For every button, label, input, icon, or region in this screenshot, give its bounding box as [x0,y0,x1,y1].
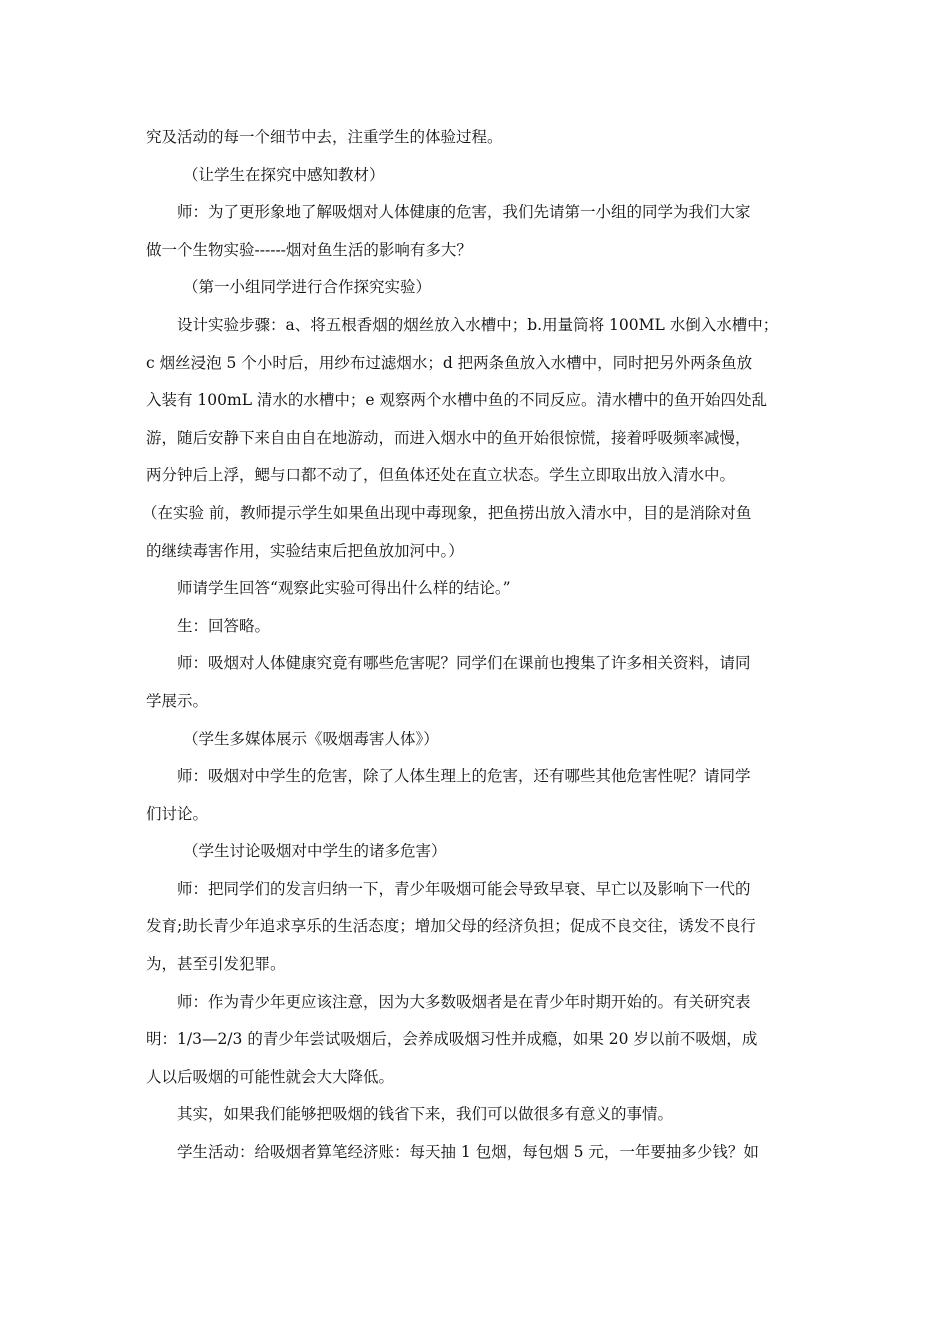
text-line: 为，甚至引发犯罪。 [146,955,286,974]
text-line: 做一个生物实验------烟对鱼生活的影响有多大？ [146,240,472,259]
text-line: （第一小组同学进行合作探究实验） [183,278,432,297]
text-line: 究及活动的每一个细节中去，注重学生的体验过程。 [146,128,503,146]
text-line: 学展示。 [146,691,209,710]
text-line: c 烟丝浸泡 5 个小时后，用纱布过滤烟水；d 把两条鱼放入水槽中，同时把另外两条鱼放 [146,353,753,372]
document-body [142,119,806,1172]
text-line: 人以后吸烟的可能性就会大大降低。 [146,1067,395,1086]
text-line: 设计实验步骤：a、将五根香烟的烟丝放入水槽中；b.用量筒将 100ML 水倒入水槽中； [177,315,779,334]
text-line: 明：1/3—2/3 的青少年尝试吸烟后，会养成吸烟习性并成瘾，如果 20 岁以前不吸烟，成 [146,1030,758,1049]
text-line: 师请学生回答“观察此实验可得出什么样的结论。” [177,579,511,598]
text-line: 学生活动：给吸烟者算笔经济账：每天抽 1 包烟，每包烟 5 元，一年要抽多少钱？如 [177,1143,759,1162]
text-line: （让学生在探究中感知教材） [183,165,385,184]
text-line: 入装有 100mL 清水的水槽中；e 观察两个水槽中鱼的不同反应。清水槽中的鱼开始四处乱 [146,391,768,410]
text-line: 两分钟后上浮，鳃与口都不动了，但鱼体还处在直立状态。学生立即取出放入清水中。 [146,466,736,485]
text-line: （学生讨论吸烟对中学生的诸多危害） [183,842,447,861]
text-line: （学生多媒体展示《吸烟毒害人体》） [183,729,439,748]
text-line: 师：把同学们的发言归纳一下，青少年吸烟可能会导致早衰、早亡以及影响下一代的 [177,879,751,898]
text-line: 发育;助长青少年追求享乐的生活态度；增加父母的经济负担；促成不良交往，诱发不良行 [146,917,756,936]
text-line: 生：回答略。 [177,616,271,635]
text-line: 师：作为青少年更应该注意，因为大多数吸烟者是在青少年时期开始的。有关研究表 [177,992,751,1011]
text-line: 们讨论。 [146,804,209,823]
text-line: 师：为了更形象地了解吸烟对人体健康的危害，我们先请第一小组的同学为我们大家 [177,203,751,222]
text-line: 游，随后安静下来自由自在地游动，而进入烟水中的鱼开始很惊慌，接着呼吸频率减慢， [146,428,751,447]
text-line: （在实验 前，教师提示学生如果鱼出现中毒现象，把鱼捞出放入清水中，目的是消除对鱼 [142,503,752,522]
text-line: 师：吸烟对中学生的危害，除了人体生理上的危害，还有哪些其他危害性呢？请同学 [177,767,751,786]
text-line: 师：吸烟对人体健康究竟有哪些危害呢？同学们在课前也搜集了许多相关资料，请同 [177,654,751,673]
text-line: 的继续毒害作用，实验结束后把鱼放加河中。） [146,541,464,560]
text-line: 其实，如果我们能够把吸烟的钱省下来，我们可以做很多有意义的事情。 [177,1105,674,1124]
